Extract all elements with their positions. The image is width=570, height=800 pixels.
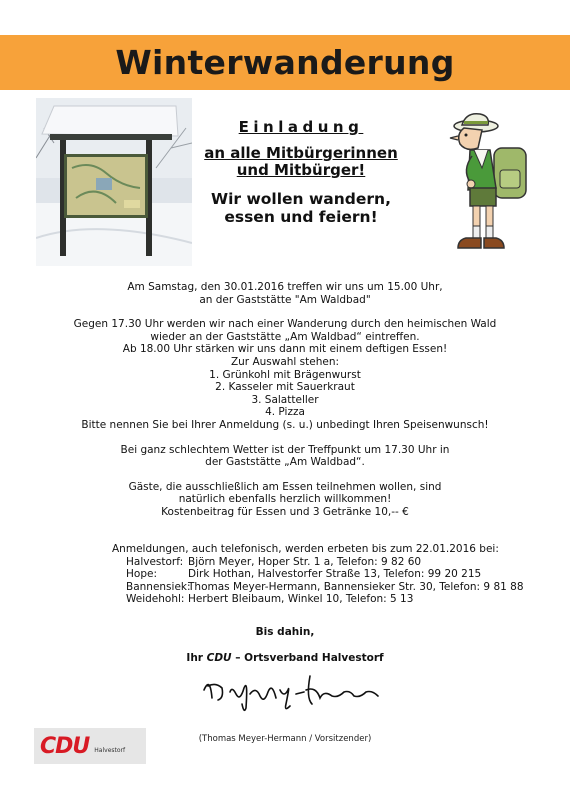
contact-info: Herbert Bleibaum, Winkel 10, Telefon: 5 13 (188, 593, 414, 606)
sender-party: CDU (206, 652, 232, 664)
contact-row (112, 593, 532, 606)
registration-block (112, 543, 532, 606)
invitation-line-1: an alle Mitbürgerinnen (204, 144, 398, 162)
menu-note: Bitte nennen Sie bei Ihrer Anmeldung (s. u.) unbedingt Ihren Speisenwunsch! (81, 418, 489, 431)
sender-suffix: – Ortsverband Halvestorf (231, 652, 384, 664)
menu-item: 2. Kasseler mit Sauerkraut (215, 381, 355, 394)
contact-info: Dirk Hothan, Halvestorfer Straße 13, Telefon: 99 20 215 (188, 568, 482, 581)
contact-row (112, 581, 532, 594)
signature-caption: (Thomas Meyer-Hermann / Vorsitzender) (198, 734, 372, 744)
invitation-slogan-2: essen und feiern! (224, 208, 378, 226)
menu-item: 4. Pizza (265, 406, 305, 419)
sender-line (0, 652, 570, 664)
logo-subtitle: Halvestorf (94, 747, 126, 754)
contact-place: Halvestorf: (126, 555, 184, 568)
menu-item: 1. Grünkohl mit Brägenwurst (209, 368, 361, 381)
sender-prefix: Ihr (186, 652, 207, 664)
contact-info: Björn Meyer, Hoper Str. 1 a, Telefon: 9 82 60 (188, 555, 422, 568)
details-line: Am Samstag, den 30.01.2016 treffen wir uns um 15.00 Uhr, (127, 281, 443, 293)
contact-place: Hope: (126, 568, 157, 581)
contact-place: Bannensiek: (126, 580, 191, 593)
details-line: Zur Auswahl stehen: (230, 355, 340, 368)
closing-greeting: Bis dahin, (255, 626, 315, 638)
invitation-heading: Einladung (238, 118, 364, 136)
page-title: Winterwanderung (115, 43, 455, 82)
invitation-slogan-1: Wir wollen wandern, (211, 190, 391, 208)
title-banner (0, 35, 570, 90)
invitation-block (196, 118, 406, 226)
contact-row (112, 568, 532, 581)
snow-board-photo (36, 98, 192, 266)
details-line: der Gaststätte „Am Waldbad“. (205, 456, 365, 469)
details-line: Kostenbeitrag für Essen und 3 Getränke 10,-- € (161, 505, 409, 518)
details-line: Ab 18.00 Uhr stärken wir uns dann mit einem deftigen Essen! (122, 343, 448, 356)
details-line: natürlich ebenfalls herzlich willkommen! (178, 493, 392, 506)
details-line: an der Gaststätte "Am Waldbad" (199, 293, 371, 306)
menu-item: 3. Salatteller (251, 393, 319, 406)
event-details (40, 281, 530, 519)
details-line: Bei ganz schlechtem Wetter ist der Treffpunkt um 17.30 Uhr in (120, 443, 450, 456)
details-line: Gegen 17.30 Uhr werden wir nach einer Wanderung durch den heimischen Wald (73, 318, 497, 331)
handwritten-signature (200, 668, 385, 716)
logo-name: CDU (40, 733, 90, 759)
contact-place: Weidehohl: (126, 593, 185, 606)
cdu-logo (34, 728, 146, 764)
registration-intro: Anmeldungen, auch telefonisch, werden erbeten bis zum 22.01.2016 bei: (112, 543, 499, 555)
hiker-cartoon-icon (444, 108, 534, 263)
contact-row (112, 556, 532, 569)
details-line: wieder an der Gaststätte „Am Waldbad“ eintreffen. (150, 330, 420, 343)
contact-info: Thomas Meyer-Hermann, Bannensieker Str. 30, Telefon: 9 81 88 (188, 580, 524, 593)
details-line: Gäste, die ausschließlich am Essen teilnehmen wollen, sind (128, 480, 442, 493)
invitation-line-2: und Mitbürger! (236, 161, 366, 179)
